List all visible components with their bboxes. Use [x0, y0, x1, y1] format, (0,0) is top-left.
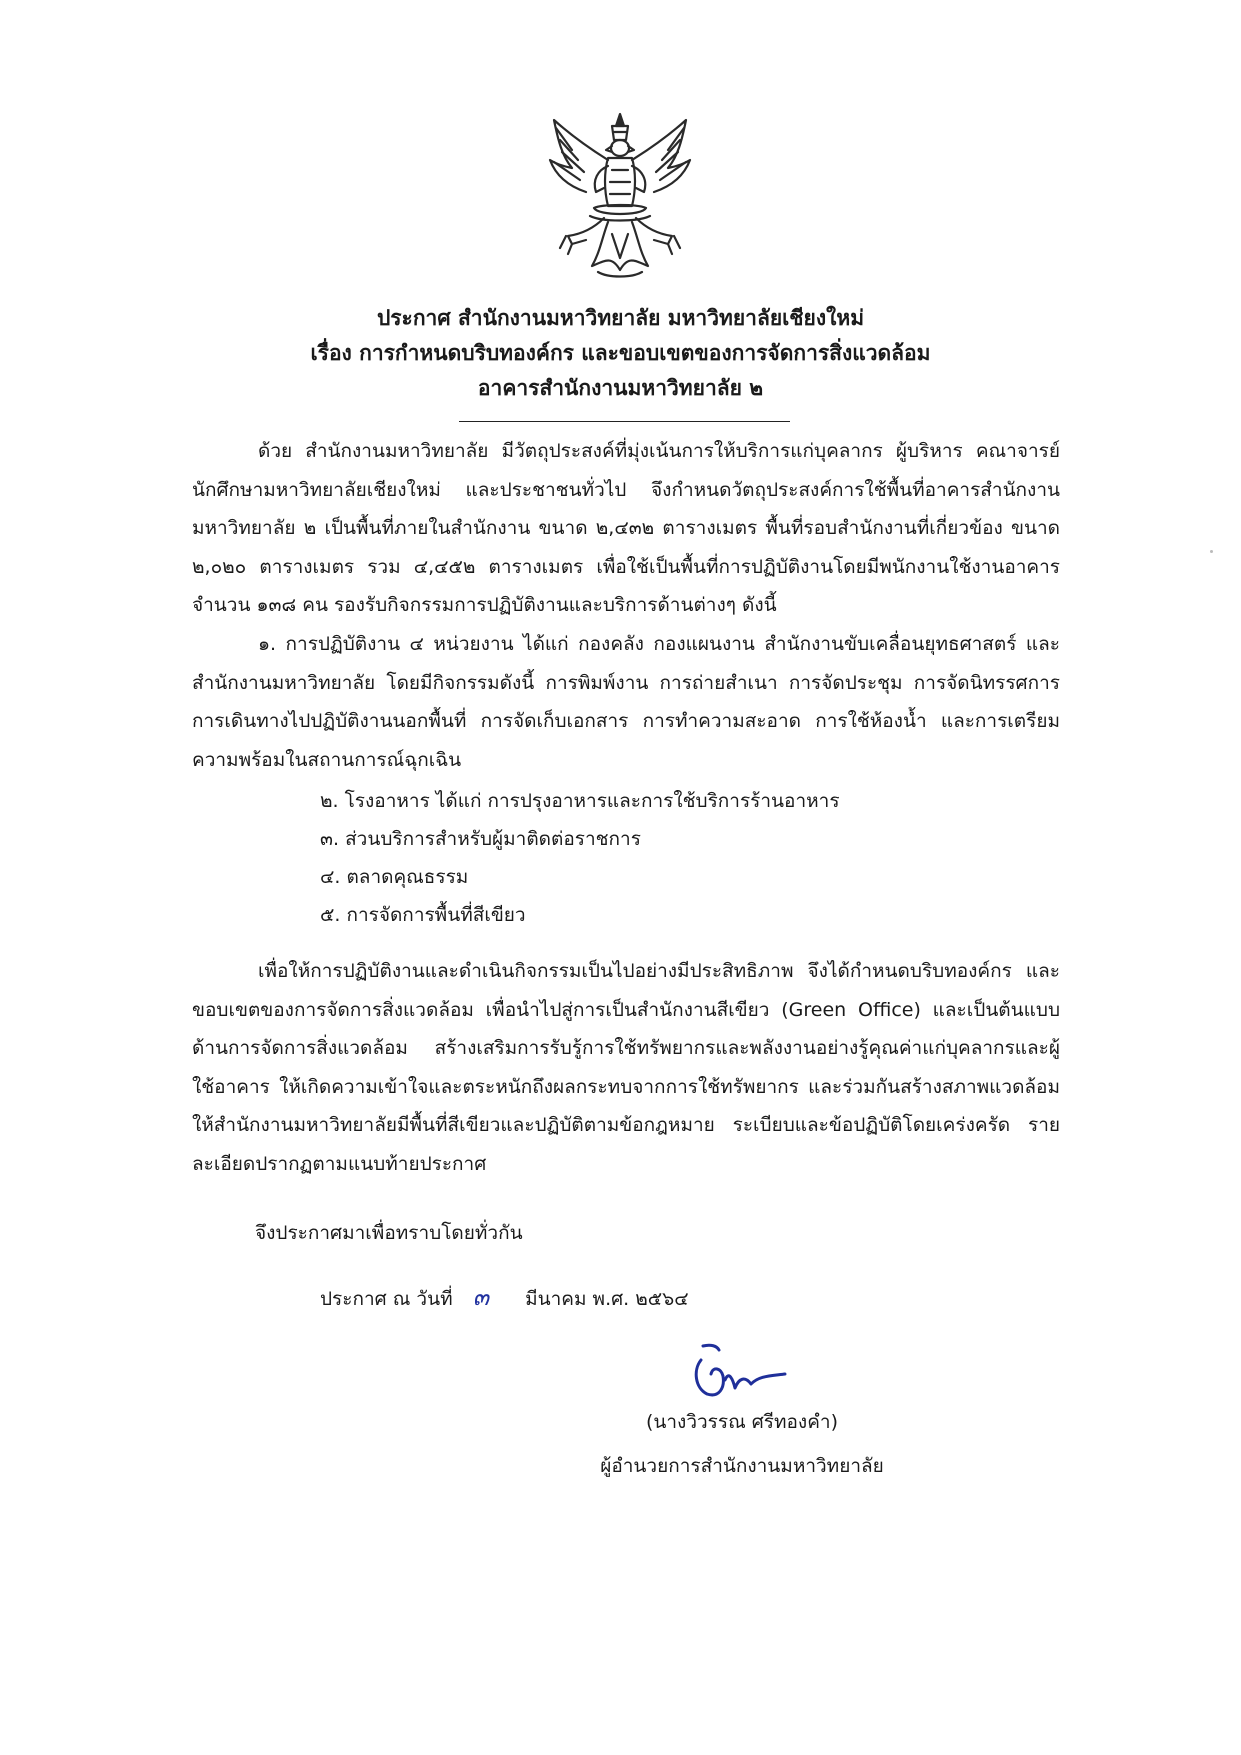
closing-statement: จึงประกาศมาเพื่อทราบโดยทั่วกัน	[255, 1222, 523, 1244]
date-day: ๓	[472, 1283, 490, 1311]
title-building: อาคารสำนักงานมหาวิทยาลัย ๒	[477, 376, 764, 400]
garuda-emblem-icon	[542, 110, 698, 282]
item-1-section	[192, 625, 1060, 779]
purpose-paragraph: เพื่อให้การปฏิบัติงานและดำเนินกิจกรรมเป็นไปอย่างมีประสิทธิภาพ จึงได้กำหนดบริบทองค์กร และขอบเขตของการจัดการสิ่งแวดล้อม เพื่อนำไปสู่การเป็นสำนักงานสีเขียว (Green Office) และเป็นต้นแบบด้านการจัดการสิ่งแวดล้อม สร้างเสริมการรับรู้การใช้ทรัพยากรและพลังงานอย่างรู้คุณค่าแก่บุคลากรและผู้ใช้อาคาร ให้เกิดความเข้าใจและตระหนักถึงผลกระทบจากการใช้ทรัพยากร และร่วมกันสร้างสภาพแวดล้อมให้สำนักงานมหาวิทยาลัยมีพื้นที่สีเขียวและปฏิบัติตามข้อกฎหมาย ระเบียบและข้อปฏิบัติโดยเคร่งครัด รายละเอียดปรากฏตามแนบท้ายประกาศ	[192, 960, 1060, 1175]
scan-speck	[1210, 550, 1213, 553]
announcement-date	[320, 1277, 689, 1316]
list-item: ๔. ตลาดคุณธรรม	[320, 866, 469, 888]
title-divider	[459, 421, 790, 422]
intro-section	[192, 432, 1060, 625]
list-item: ๓. ส่วนบริการสำหรับผู้มาติดต่อราชการ	[320, 828, 641, 850]
title-subject: เรื่อง การกำหนดบริบทองค์กร และขอบเขตของการจัดการสิ่งแวดล้อม	[310, 341, 931, 365]
purpose-section	[192, 952, 1060, 1183]
handwritten-signature	[689, 1340, 799, 1402]
title-issuer: ประกาศ สำนักงานมหาวิทยาลัย มหาวิทยาลัยเชียงใหม่	[376, 306, 865, 330]
list-item: ๒. โรงอาหาร ได้แก่ การปรุงอาหารและการใช้บริการร้านอาหาร	[320, 790, 840, 812]
date-month-year: มีนาคม พ.ศ. ๒๕๖๔	[525, 1288, 689, 1310]
announcement-title	[0, 301, 1241, 406]
intro-paragraph: ด้วย สำนักงานมหาวิทยาลัย มีวัตถุประสงค์ที่มุ่งเน้นการให้บริการแก่บุคลากร ผู้บริหาร คณาจารย์ นักศึกษามหาวิทยาลัยเชียงใหม่ และประชาชนทั่วไป จึงกำหนดวัตถุประสงค์การใช้พื้นที่อาคารสำนักงานมหาวิทยาลัย ๒ เป็นพื้นที่ภายในสำนักงาน ขนาด ๒,๔๓๒ ตารางเมตร พื้นที่รอบสำนักงานที่เกี่ยวข้อง ขนาด ๒,๐๒๐ ตารางเมตร รวม ๔,๔๕๒ ตารางเมตร เพื่อใช้เป็นพื้นที่การปฏิบัติงานโดยมีพนักงานใช้งานอาคาร จำนวน ๑๓๘ คน รองรับกิจกรรมการปฏิบัติงานและบริการด้านต่างๆ ดังนี้	[192, 440, 1060, 616]
list-item: ๑. การปฏิบัติงาน ๔ หน่วยงาน ได้แก่ กองคลัง กองแผนงาน สำนักงานขับเคลื่อนยุทธศาสตร์ และสำนักงานมหาวิทยาลัย โดยมีกิจกรรมดังนี้ การพิมพ์งาน การถ่ายสำเนา การจัดประชุม การจัดนิทรรศการ การเดินทางไปปฏิบัติงานนอกพื้นที่ การจัดเก็บเอกสาร การทำความสะอาด การใช้ห้องน้ำ และการเตรียมความพร้อมในสถานการณ์ฉุกเฉิน	[192, 633, 1060, 771]
signer-position: ผู้อำนวยการสำนักงานมหาวิทยาลัย	[600, 1455, 884, 1477]
date-prefix: ประกาศ ณ วันที่	[320, 1288, 453, 1310]
signer-name: (นางวิวรรณ ศรีทองคำ)	[645, 1411, 839, 1433]
list-item: ๕. การจัดการพื้นที่สีเขียว	[320, 904, 526, 926]
